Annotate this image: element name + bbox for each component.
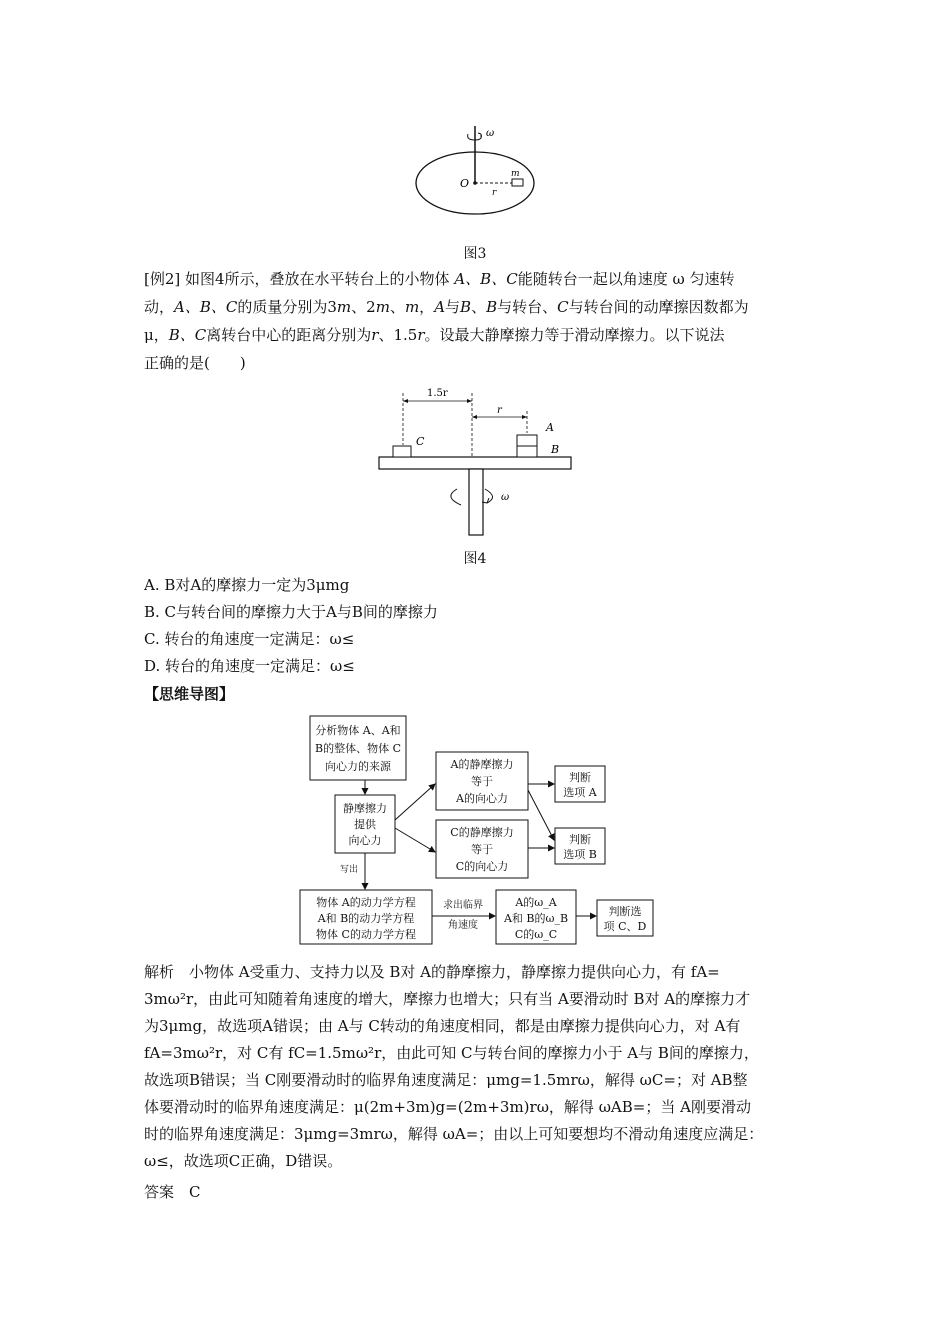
box-omega-line-1: A的ω_A xyxy=(515,896,557,909)
solution-line-5: 故选项B错误；当 C刚要滑动时的临界角速度满足：μmg=1.5mrω，解得 ωC=；对 AB整 xyxy=(144,1071,748,1089)
box-a-friction-line-3: A的向心力 xyxy=(456,792,508,805)
mindmap-diagram xyxy=(295,710,665,950)
box-dynamics-line-3: 物体 C的动力学方程 xyxy=(316,928,416,941)
fig4-label-c: C xyxy=(416,435,425,448)
box-static-friction-line-2: 提供 xyxy=(354,818,376,831)
fig3-omega-label: ω xyxy=(486,128,495,139)
box-dynamics-line-2: A和 B的动力学方程 xyxy=(317,912,415,925)
box-a-friction-line-2: 等于 xyxy=(471,775,493,788)
fig4-label-b: B xyxy=(551,443,560,456)
solution-line-2: 3mω²r，由此可知随着角速度的增大，摩擦力也增大；只有当 A要滑动时 B对 A的摩擦力才 xyxy=(144,990,751,1008)
fig4-dim-c-label: 1.5r xyxy=(427,388,448,399)
box-static-friction-line-3: 向心力 xyxy=(348,834,382,847)
fig3-mass-label: m xyxy=(511,169,520,179)
turntable-plate xyxy=(379,457,571,469)
solution-line-1: 解析 小物体 A受重力、支持力以及 B对 A的静摩擦力，静摩擦力提供向心力，有 fA= xyxy=(144,963,720,981)
label-find-2: 角速度 xyxy=(448,920,478,931)
box-analysis-line-2: B的整体、物体 C xyxy=(315,742,401,755)
option-c: C. 转台的角速度一定满足：ω≤ xyxy=(144,630,355,648)
box-analysis-line-1: 分析物体 A、A和 xyxy=(315,724,401,737)
box-judge-a-line-1: 判断 xyxy=(569,771,591,784)
solution-line-8: ω≤，故选项C正确，D错误。 xyxy=(144,1152,343,1170)
box-static-friction-line-1: 静摩擦力 xyxy=(343,802,387,815)
box-omega-line-3: C的ω_C xyxy=(514,928,558,941)
box-c-friction-line-3: C的向心力 xyxy=(455,860,509,873)
box-c-friction-line-2: 等于 xyxy=(471,843,493,856)
mindmap-heading: 【思维导图】 xyxy=(144,685,235,703)
fig3-origin-label: O xyxy=(460,177,470,190)
box-analysis-line-3: 向心力的来源 xyxy=(325,760,391,773)
box-c-friction-line-1: C的静摩擦力 xyxy=(450,826,514,839)
figure-4-caption: 图4 xyxy=(463,551,487,567)
mass-block xyxy=(512,179,523,186)
solution-line-4: fA=3mω²r，对 C有 fC=1.5mω²r，由此可知 C与转台间的摩擦力小于 A与 B间的摩擦力， xyxy=(144,1044,759,1062)
box-judge-cd-line-2: 项 C、D xyxy=(603,920,647,933)
option-b: B. C与转台间的摩擦力大于A与B间的摩擦力 xyxy=(144,603,438,621)
fig4-label-a: A xyxy=(546,421,554,434)
problem-line-4: 正确的是( ) xyxy=(144,354,246,372)
box-a-friction-line-1: A的静摩擦力 xyxy=(450,758,514,771)
answer: 答案 C xyxy=(144,1183,201,1201)
box-judge-cd-line-1: 判断选 xyxy=(608,905,642,918)
figure-4-diagram xyxy=(375,385,575,540)
problem-line-2: 动，A、B、C的质量分别为3m、2m、m，A与B、B与转台、C与转台间的动摩擦因数都为 xyxy=(144,298,749,316)
box-judge-a-line-2: 选项 A xyxy=(563,786,597,799)
problem-line-3: μ，B、C离转台中心的距离分别为r、1.5r。设最大静摩擦力等于滑动摩擦力。以下说法 xyxy=(144,326,725,344)
block-a xyxy=(517,435,537,446)
solution-line-3: 为3μmg，故选项A错误；由 A与 C转动的角速度相同，都是由摩擦力提供向心力，对 A有 xyxy=(144,1017,741,1035)
arrow-a-to-judge-b xyxy=(528,790,554,840)
problem-line-1: [例2] 如图4所示，叠放在水平转台上的小物体 A、B、C能随转台一起以角速度 ω 匀速转 xyxy=(144,270,735,288)
solution-line-6: 体要滑动时的临界角速度满足：μ(2m+3m)g=(2m+3m)rω，解得 ωAB=；当 A刚要滑动 xyxy=(144,1098,751,1116)
turntable-shaft xyxy=(469,469,483,535)
box-omega-line-2: A和 B的ω_B xyxy=(503,912,569,925)
option-a: A. B对A的摩擦力一定为3μmg xyxy=(144,576,350,594)
fig4-omega-label: ω xyxy=(501,492,510,503)
option-d: D. 转台的角速度一定满足：ω≤ xyxy=(144,657,355,675)
fig4-dim-b-label: r xyxy=(497,405,502,416)
label-write: 写出 xyxy=(339,865,359,875)
arrow-static-to-a xyxy=(395,784,435,820)
box-judge-b-line-2: 选项 B xyxy=(563,848,597,861)
label-find-1: 求出临界 xyxy=(443,900,483,911)
box-judge-b-line-1: 判断 xyxy=(569,833,591,846)
block-c xyxy=(393,446,411,457)
figure-3-diagram xyxy=(410,120,540,220)
box-dynamics-line-1: 物体 A的动力学方程 xyxy=(316,896,416,909)
solution-line-7: 时的临界角速度满足：3μmg=3mrω，解得 ωA=；由以上可知要想均不滑动角速度应满足： xyxy=(144,1125,764,1143)
figure-3-caption: 图3 xyxy=(463,246,487,262)
fig3-radius-label: r xyxy=(492,188,497,198)
arrow-static-to-c xyxy=(395,828,435,852)
block-b xyxy=(517,446,537,457)
